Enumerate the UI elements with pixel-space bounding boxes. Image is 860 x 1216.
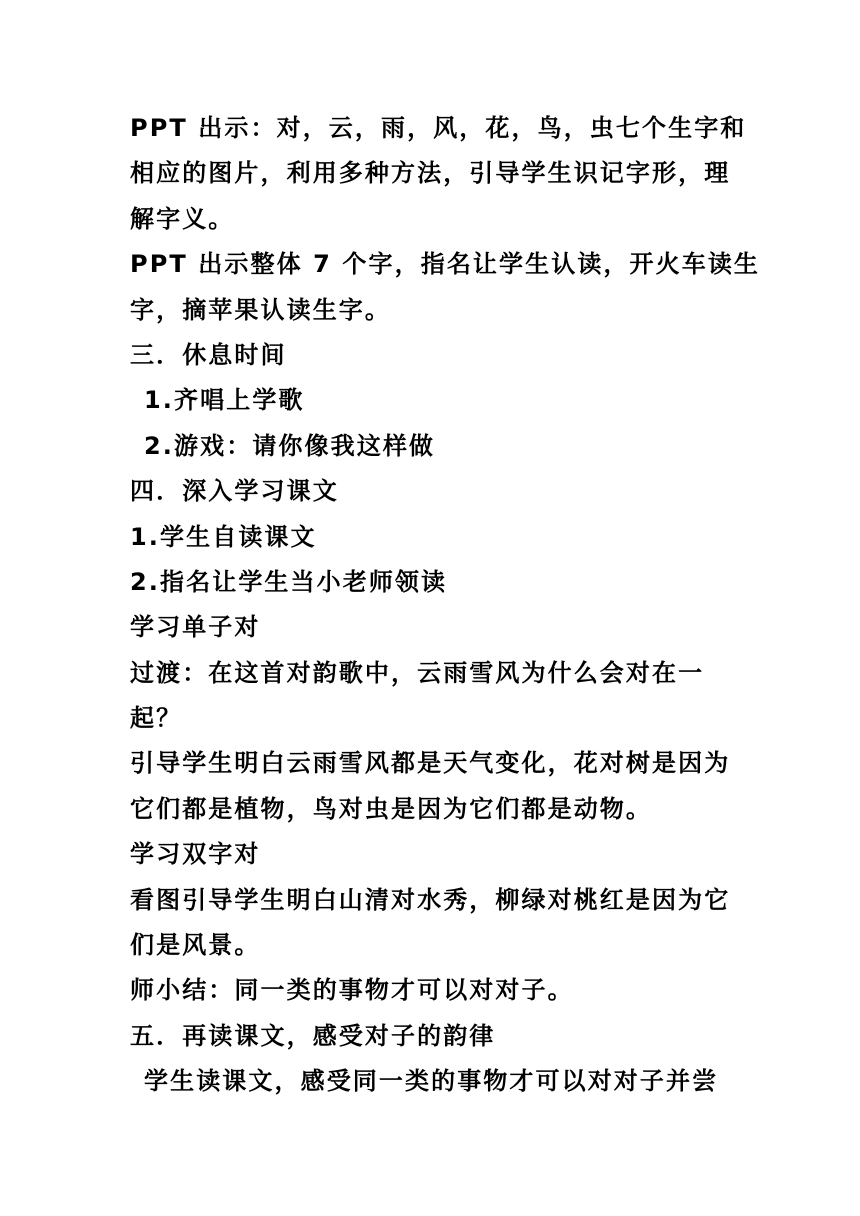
paragraph-line: 引导学生明白云雨雪风都是天气变化，花对树是因为 (130, 749, 731, 778)
list-item: 2.指名让学生当小老师领读 (130, 567, 448, 596)
document-body (130, 106, 761, 1105)
paragraph-line: 相应的图片，利用多种方法，引导学生识记字形，理 (130, 159, 731, 188)
paragraph-line: 字，摘苹果认读生字。 (130, 295, 391, 324)
paragraph-line: 学生读课文，感受同一类的事物才可以对对子并尝 (144, 1067, 719, 1096)
paragraph-line: PPT 出示整体 7 个字，指名让学生认读，开火车读生 (130, 250, 761, 279)
paragraph-line: 起？ (130, 704, 183, 733)
paragraph-line: 过渡：在这首对韵歌中，云雨雪风为什么会对在一 (130, 658, 705, 687)
section-heading: 三．休息时间 (130, 340, 287, 369)
paragraph-line: 它们都是植物，鸟对虫是因为它们都是动物。 (130, 794, 652, 823)
paragraph-line: 们是风景。 (130, 931, 261, 960)
section-heading: 五．再读课文，感受对子的韵律 (130, 1021, 496, 1050)
subheading: 学习单子对 (130, 613, 261, 642)
section-heading: 四．深入学习课文 (130, 477, 339, 506)
paragraph-line: 看图引导学生明白山清对水秀，柳绿对桃红是因为它 (130, 885, 731, 914)
paragraph-line: 解字义。 (130, 204, 235, 233)
subheading: 学习双字对 (130, 840, 261, 869)
paragraph-line: 师小结：同一类的事物才可以对对子。 (130, 976, 574, 1005)
list-item: 1.学生自读课文 (130, 522, 317, 551)
list-item: 1.齐唱上学歌 (144, 386, 305, 415)
list-item: 2.游戏：请你像我这样做 (144, 431, 436, 460)
paragraph-line: PPT 出示：对，云，雨，风，花，鸟，虫七个生字和 (130, 114, 747, 142)
